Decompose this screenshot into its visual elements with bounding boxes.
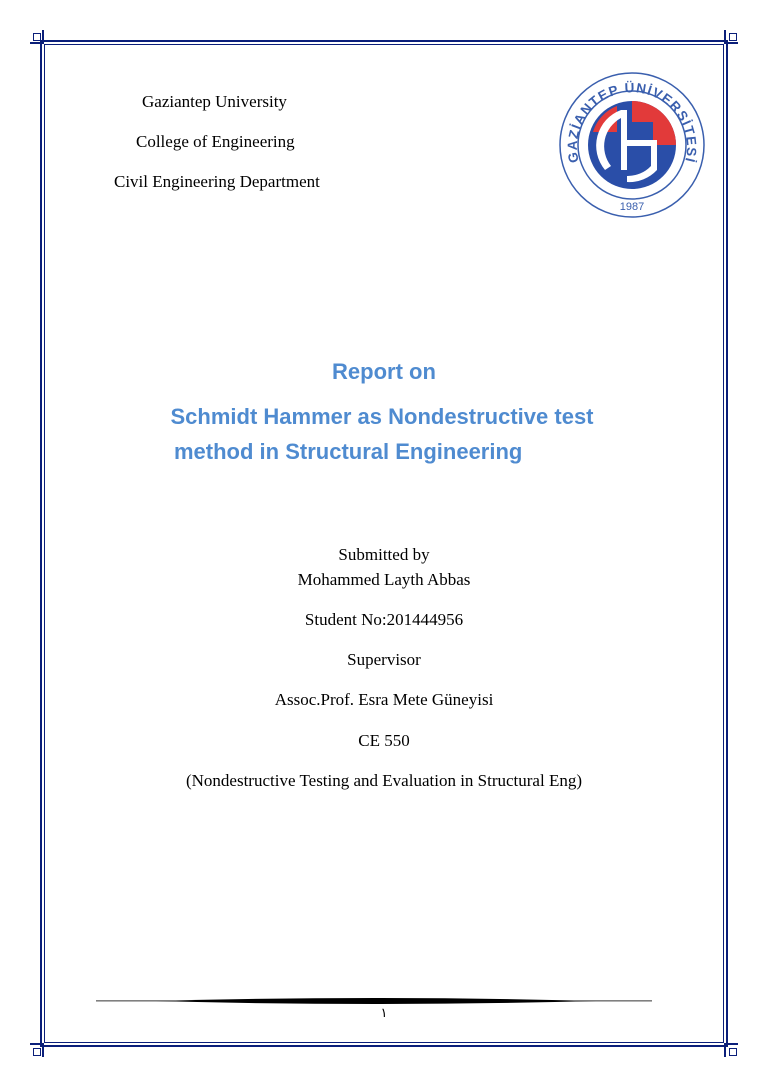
college-name: College of Engineering [136,132,295,151]
submitted-by-label: Submitted by [338,545,430,564]
report-title-line-3: method in Structural Engineering [174,439,523,464]
department-name: Civil Engineering Department [114,172,320,191]
university-logo [557,70,707,220]
border-corner-top-left [30,30,44,44]
border-corner-top-right [724,30,738,44]
logo-emblem [588,101,676,189]
author-name: Mohammed Layth Abbas [297,570,471,589]
report-title-line-2: Schmidt Hammer as Nondestructive test [170,404,594,429]
supervisor-label: Supervisor [347,650,421,669]
page-number: ١ [380,1006,388,1021]
university-name: Gaziantep University [142,92,287,111]
course-name: (Nondestructive Testing and Evaluation in Structural Eng) [185,771,582,790]
report-title-line-1: Report on [332,359,436,384]
logo-year: 1987 [619,201,645,213]
border-corner-bottom-right [724,1043,738,1057]
logo-ring-text: GAZİANTEP ÜNİVERSİTESİ [564,80,700,165]
student-number: Student No:201444956 [304,610,464,629]
course-code: CE 550 [358,731,410,750]
border-corner-bottom-left [30,1043,44,1057]
supervisor-name: Assoc.Prof. Esra Mete Güneyisi [274,690,494,709]
